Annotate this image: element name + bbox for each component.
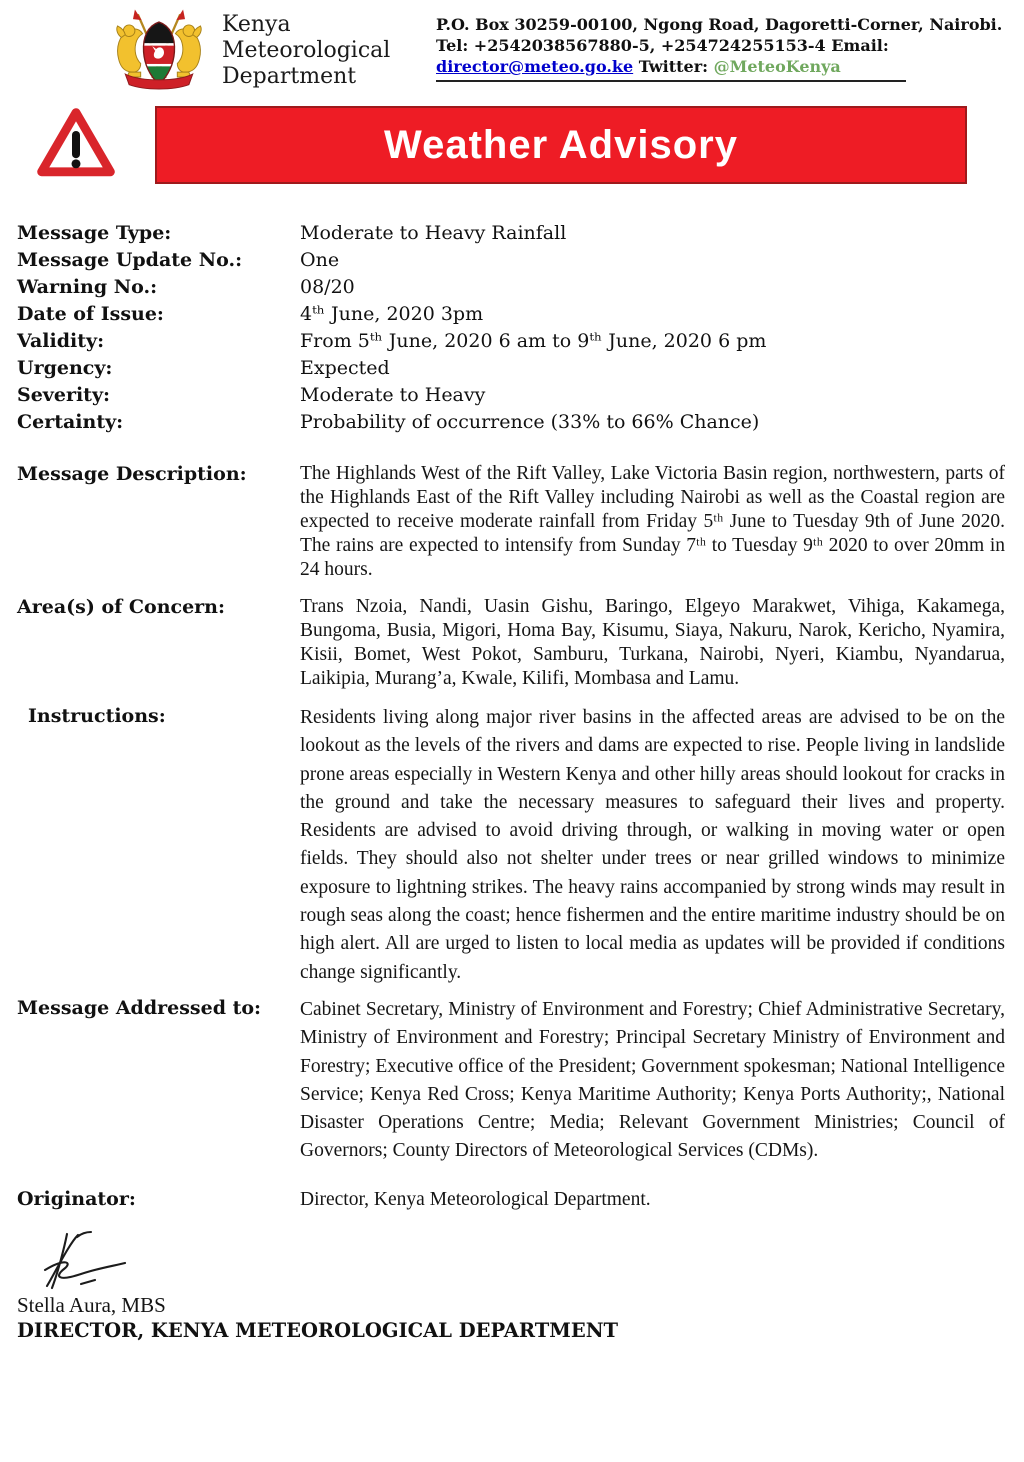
signature-scribble xyxy=(29,1230,141,1292)
lion-right xyxy=(175,25,201,77)
email-link[interactable]: director@meteo.go.ke xyxy=(436,57,634,76)
field-value: Moderate to Heavy xyxy=(300,384,486,406)
banner-title: Weather Advisory xyxy=(384,122,738,167)
field-value: Probability of occurrence (33% to 66% Chance) xyxy=(300,411,760,433)
section-message-description xyxy=(17,462,1005,582)
section-label: Area(s) of Concern: xyxy=(17,596,226,618)
field-value: Moderate to Heavy Rainfall xyxy=(300,222,567,244)
section-label: Message Addressed to: xyxy=(17,996,262,1019)
document-body xyxy=(17,462,1005,1212)
section-text: Trans Nzoia, Nandi, Uasin Gishu, Baringo, Elgeyo Marakwet, Vihiga, Kakamega, Bungoma, Busia, Migori, Homa Bay, Kisumu, Siaya, Nakuru, Narok, Kericho, Nyamira, Kisii, Bomet, West Pokot, Samburu, Turkana, Nairobi, Nyeri, Kiambu, Nyandarua, Laikipia, Murang’a, Kwale, Kilifi, Mombasa and Lamu. xyxy=(300,596,1005,689)
twitter-label: Twitter: xyxy=(638,57,709,76)
field-label: Severity: xyxy=(17,384,110,406)
signatory-title: DIRECTOR, KENYA METEOROLOGICAL DEPARTMENT xyxy=(17,1318,619,1342)
section-areas-of-concern xyxy=(17,595,1005,691)
section-label: Instructions: xyxy=(28,705,166,727)
signature-block xyxy=(17,1230,1005,1343)
field-label: Date of Issue: xyxy=(17,303,164,325)
signatory-name: Stella Aura, MBS xyxy=(17,1292,166,1317)
org-name xyxy=(212,8,436,90)
lion-left xyxy=(117,25,143,77)
twitter-handle-link[interactable]: @MeteoKenya xyxy=(713,57,841,76)
warning-triangle-icon xyxy=(36,100,116,186)
field-row-warning-no xyxy=(17,274,1005,301)
section-text: Cabinet Secretary, Ministry of Environment and Forestry; Chief Administrative Secretary, Ministry of Environment and Forestry; Principal Secretary Ministry of Environment and Forestry; Executive office of the President; Government spokesman; National Intelligence Service; Kenya Red Cross; Kenya Maritime Authority; Kenya Ports Authority;, National Disaster Operations Centre; Media; Relevant Government Ministries; Council of Governors; County Directors of Meteorological Services (CDMs). xyxy=(300,998,1005,1162)
tel-email-line: Tel: +2542038567880-5, +254724255153-4 Email: xyxy=(436,36,889,55)
section-message-addressed-to xyxy=(17,996,1005,1166)
field-value: Expected xyxy=(300,357,390,379)
banner-row xyxy=(0,100,1024,190)
document-header xyxy=(0,0,1024,92)
field-row-certainty xyxy=(17,409,1005,436)
field-row-date-of-issue xyxy=(17,301,1005,328)
field-label: Message Type: xyxy=(17,222,172,244)
field-value: 4ᵗʰ June, 2020 3pm xyxy=(300,303,484,325)
field-label: Message Update No.: xyxy=(17,249,243,271)
org-name-line-1: Kenya xyxy=(222,12,291,37)
section-text: Residents living along major river basins in the affected areas are advised to be on the lookout as the levels of the rivers and dams are expected to rise. People living in landslide prone areas especially in Western Kenya and other hilly areas should lookout for cracks in the ground and take the necessary measures to safeguard their lives and property. Residents are advised to avoid driving through, or walking in moving water or open fields. They should also not shelter under trees or near grilled windows to minimize exposure to lightning strikes. The heavy rains accompanied by strong winds may result in rough seas along the coast; hence fishermen and the entire maritime industry should be on high alert. All are urged to listen to local media as updates will be provided if conditions change significantly. xyxy=(300,707,1005,983)
field-value: 08/20 xyxy=(300,276,355,298)
field-value: From 5ᵗʰ June, 2020 6 am to 9ᵗʰ June, 2020 6 pm xyxy=(300,330,767,352)
section-text: The Highlands West of the Rift Valley, Lake Victoria Basin region, northwestern, parts of the Highlands East of the Rift Valley including Nairobi as well as the Coastal region are expected to receive moderate rainfall from Friday 5ᵗʰ June to Tuesday 9th of June 2020. The rains are expected to intensify from Sunday 7ᵗʰ to Tuesday 9ᵗʰ 2020 to over 20mm in 24 hours. xyxy=(300,463,1005,580)
kenya-coat-of-arms-logo xyxy=(106,8,212,92)
shield-icon xyxy=(141,20,178,87)
email-twitter-line xyxy=(436,56,1010,77)
field-label: Warning No.: xyxy=(17,276,158,298)
field-row-validity xyxy=(17,328,1005,355)
address-line: P.O. Box 30259-00100, Ngong Road, Dagoretti-Corner, Nairobi. xyxy=(436,15,1003,34)
contact-info xyxy=(436,8,1010,82)
org-name-line-3: Department xyxy=(222,64,357,89)
metadata-fields xyxy=(17,220,1005,436)
field-row-urgency xyxy=(17,355,1005,382)
header-divider xyxy=(436,80,906,82)
section-originator xyxy=(17,1187,1005,1212)
field-value: One xyxy=(300,249,340,271)
field-label: Certainty: xyxy=(17,411,124,433)
section-text: Director, Kenya Meteorological Department. xyxy=(300,1188,651,1210)
field-label: Urgency: xyxy=(17,357,113,379)
field-label: Validity: xyxy=(17,330,105,352)
field-row-message-update-no xyxy=(17,247,1005,274)
org-name-line-2: Meteorological xyxy=(222,38,391,63)
section-label: Message Description: xyxy=(17,463,247,485)
section-label: Originator: xyxy=(17,1187,136,1210)
field-row-message-type xyxy=(17,220,1005,247)
field-row-severity xyxy=(17,382,1005,409)
section-instructions xyxy=(17,704,1005,987)
advisory-banner xyxy=(155,106,967,184)
